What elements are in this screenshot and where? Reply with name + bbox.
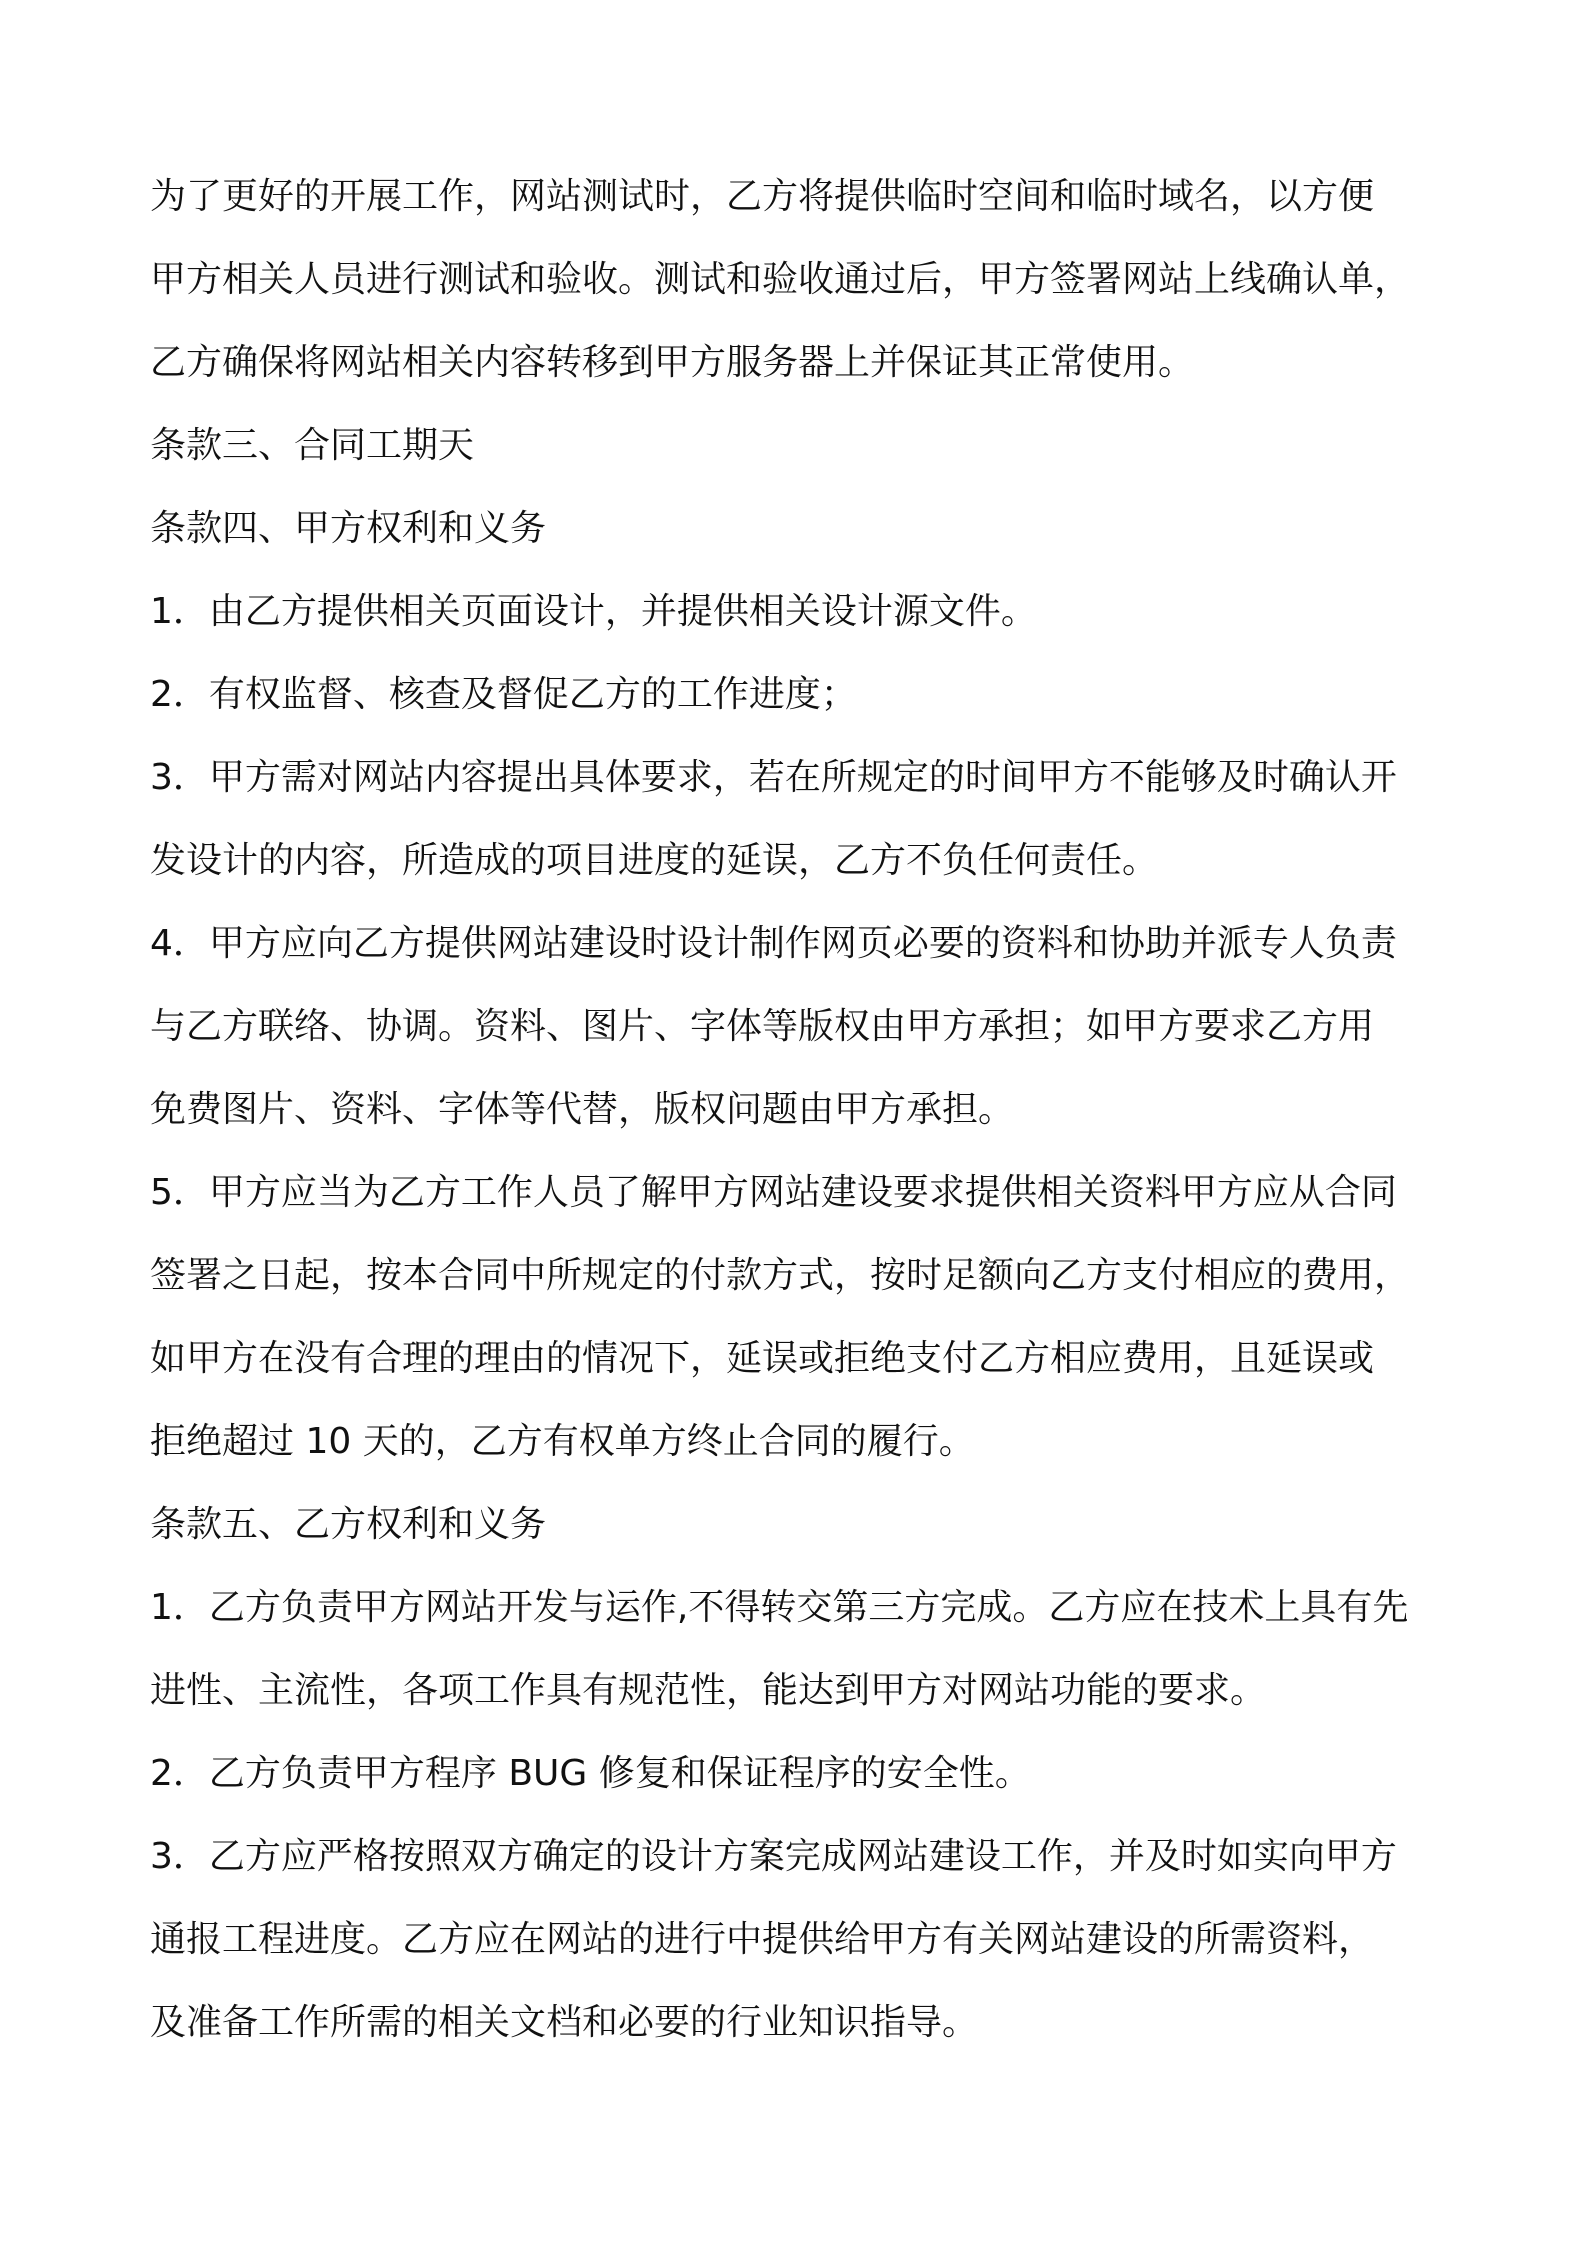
- section-heading: 条款四、甲方权利和义务: [150, 508, 547, 549]
- list-item: 3．甲方需对网站内容提出具体要求，若在所规定的时间甲方不能够及时确认开: [150, 757, 1397, 798]
- text-line: 为了更好的开展工作，网站测试时，乙方将提供临时空间和临时域名，以方便: [150, 176, 1375, 217]
- text-line: 甲方相关人员进行测试和验收。测试和验收通过后，甲方签署网站上线确认单，: [150, 259, 1411, 300]
- list-item: 3．乙方应严格按照双方确定的设计方案完成网站建设工作，并及时如实向甲方: [150, 1836, 1397, 1877]
- text-line: 及准备工作所需的相关文档和必要的行业知识指导。: [150, 2002, 979, 2043]
- text-line: 如甲方在没有合理的理由的情况下，延误或拒绝支付乙方相应费用，且延误或: [150, 1338, 1375, 1379]
- document-body: [150, 155, 1440, 2064]
- text-line: 免费图片、资料、字体等代替，版权问题由甲方承担。: [150, 1089, 1015, 1130]
- list-item: 1．乙方负责甲方网站开发与运作,不得转交第三方完成。乙方应在技术上具有先: [150, 1587, 1409, 1628]
- list-item: 2．乙方负责甲方程序 BUG 修复和保证程序的安全性。: [150, 1753, 1031, 1794]
- text-line: 与乙方联络、协调。资料、图片、字体等版权由甲方承担；如甲方要求乙方用: [150, 1006, 1375, 1047]
- text-line: 通报工程进度。乙方应在网站的进行中提供给甲方有关网站建设的所需资料，: [150, 1919, 1375, 1960]
- list-item: 1．由乙方提供相关页面设计，并提供相关设计源文件。: [150, 591, 1037, 632]
- list-item: 2．有权监督、核查及督促乙方的工作进度；: [150, 674, 857, 715]
- text-line: 乙方确保将网站相关内容转移到甲方服务器上并保证其正常使用。: [150, 342, 1195, 383]
- list-item: 5．甲方应当为乙方工作人员了解甲方网站建设要求提供相关资料甲方应从合同: [150, 1172, 1397, 1213]
- text-line: 签署之日起，按本合同中所规定的付款方式，按时足额向乙方支付相应的费用，: [150, 1255, 1411, 1296]
- text-line: 发设计的内容，所造成的项目进度的延误，乙方不负任何责任。: [150, 840, 1159, 881]
- list-item: 4．甲方应向乙方提供网站建设时设计制作网页必要的资料和协助并派专人负责: [150, 923, 1397, 964]
- text-line: 拒绝超过 10 天的，乙方有权单方终止合同的履行。: [150, 1421, 975, 1462]
- section-heading: 条款五、乙方权利和义务: [150, 1504, 547, 1545]
- text-line: 进性、主流性，各项工作具有规范性，能达到甲方对网站功能的要求。: [150, 1670, 1267, 1711]
- section-heading: 条款三、合同工期天: [150, 425, 475, 466]
